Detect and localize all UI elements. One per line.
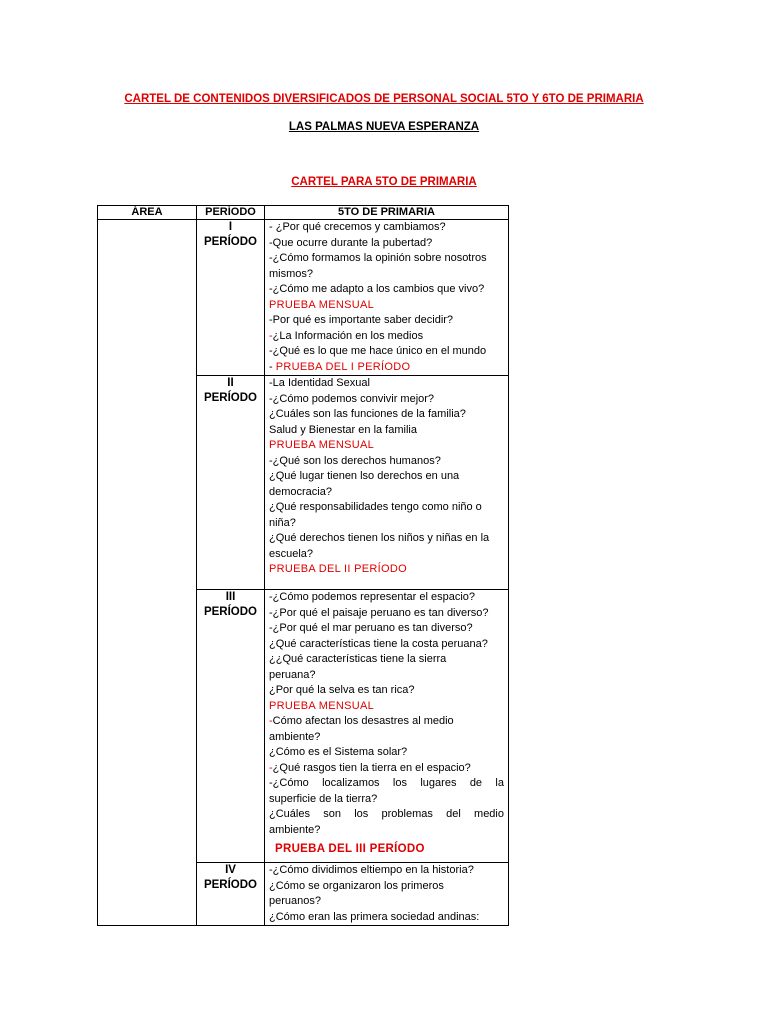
- period-number: II: [227, 377, 234, 389]
- content-line: ¿Cómo eran las primera sociedad andinas:: [269, 910, 480, 923]
- contents-table: [97, 205, 509, 926]
- period-cell: [197, 590, 265, 863]
- header-periodo: PERÍODO: [197, 206, 265, 220]
- contents-cell: [265, 376, 509, 590]
- content-line: [269, 761, 504, 777]
- table-row: [98, 220, 509, 376]
- content-line: peruanos?: [269, 895, 321, 907]
- content-line: -¿Cómo localizamos los lugares de la: [269, 777, 504, 789]
- content-line: ¿¿Qué características tiene la sierra: [269, 653, 447, 665]
- period-number: I: [228, 221, 233, 233]
- content-line: ¿Cuáles son las funciones de la familia?: [269, 408, 466, 420]
- period-label: PERÍODO: [203, 392, 258, 404]
- contents-cell: [265, 220, 509, 376]
- content-line: ambiente?: [269, 730, 321, 743]
- content-line: - ¿Por qué crecemos y cambiamos?: [269, 221, 446, 233]
- school-name: LAS PALMAS NUEVA ESPERANZA: [288, 121, 480, 133]
- period-test-label: PRUEBA DEL III PERÍODO: [275, 843, 425, 855]
- period-label: PERÍODO: [203, 606, 258, 618]
- content-dash: -: [269, 715, 273, 727]
- header-area: ÁREA: [98, 206, 197, 220]
- content-line: -Por qué es importante saber decidir?: [269, 314, 454, 326]
- contents-cell: [265, 863, 509, 926]
- document-title: CARTEL DE CONTENIDOS DIVERSIFICADOS DE PERSONAL SOCIAL 5TO Y 6TO DE PRIMARIA: [124, 93, 644, 105]
- content-line: escuela?: [269, 547, 314, 560]
- content-line: ¿Qué lugar tienen lso derechos en una: [269, 470, 460, 482]
- content-line: -¿Cómo formamos la opinión sobre nosotros: [269, 252, 487, 264]
- content-line: ¿Por qué la selva es tan rica?: [269, 684, 415, 696]
- area-cell: [98, 220, 197, 926]
- content-line: ¿Cómo se organizaron los primeros: [269, 879, 444, 892]
- content-text: ¿Qué rasgos tien la tierra en el espacio?: [272, 761, 471, 774]
- content-line: democracia?: [269, 485, 332, 498]
- period-cell: [197, 220, 265, 376]
- content-dash: -: [269, 329, 273, 342]
- content-line: Salud y Bienestar en la familia: [269, 423, 417, 436]
- monthly-test-label: PRUEBA MENSUAL: [269, 439, 375, 451]
- content-line: -¿Qué son los derechos humanos?: [269, 454, 441, 467]
- period-number: IV: [225, 864, 236, 876]
- content-dash: -: [269, 761, 273, 774]
- period-label: PERÍODO: [203, 879, 258, 891]
- content-line: peruana?: [269, 668, 316, 681]
- content-line: ¿Cuáles son los problemas del medio: [269, 808, 504, 820]
- period-cell: [197, 376, 265, 590]
- monthly-test-label: PRUEBA MENSUAL: [269, 699, 375, 712]
- section-title: CARTEL PARA 5TO DE PRIMARIA: [291, 176, 477, 188]
- content-line: -Que ocurre durante la pubertad?: [269, 236, 433, 249]
- monthly-test-label: PRUEBA MENSUAL: [269, 298, 375, 311]
- content-line: -¿Por qué el mar peruano es tan diverso?: [269, 622, 473, 634]
- content-line: -¿Cómo podemos convivir mejor?: [269, 392, 435, 405]
- content-line: ¿Qué características tiene la costa peruana?: [269, 637, 488, 650]
- contents-cell: [265, 590, 509, 863]
- content-line: [269, 360, 504, 376]
- content-line: -¿Cómo dividimos eltiempo en la historia?: [269, 864, 474, 876]
- content-dash: -: [269, 360, 276, 373]
- header-grade: 5TO DE PRIMARIA: [265, 206, 509, 220]
- content-line: mismos?: [269, 267, 314, 280]
- content-line: -¿Por qué el paisaje peruano es tan diverso?: [269, 606, 489, 619]
- content-line: -¿Qué es lo que me hace único en el mundo: [269, 345, 487, 357]
- content-line: superficie de la tierra?: [269, 792, 378, 805]
- content-line: ambiente?: [269, 823, 321, 836]
- content-line: [269, 714, 504, 730]
- content-line: ¿Qué derechos tienen los niños y niñas en la: [269, 532, 490, 544]
- period-test-label: PRUEBA DEL I PERÍODO: [275, 360, 411, 373]
- period-label: PERÍODO: [203, 236, 258, 248]
- content-line: [269, 329, 504, 345]
- content-line: ¿Cómo es el Sistema solar?: [269, 746, 408, 758]
- content-line: -La Identidad Sexual: [269, 377, 370, 389]
- content-line: niña?: [269, 516, 296, 529]
- content-line: ¿Qué responsabilidades tengo como niño o: [269, 501, 482, 513]
- period-cell: [197, 863, 265, 926]
- content-line: -¿Cómo me adapto a los cambios que vivo?: [269, 283, 485, 295]
- content-text: ¿La Información en los medios: [272, 329, 424, 342]
- period-test-label: PRUEBA DEL II PERÍODO: [269, 563, 407, 575]
- table-header-row: [98, 206, 509, 220]
- period-number: III: [225, 591, 236, 603]
- content-text: Cómo afectan los desastres al medio: [272, 715, 454, 727]
- content-line: -¿Cómo podemos representar el espacio?: [269, 591, 476, 603]
